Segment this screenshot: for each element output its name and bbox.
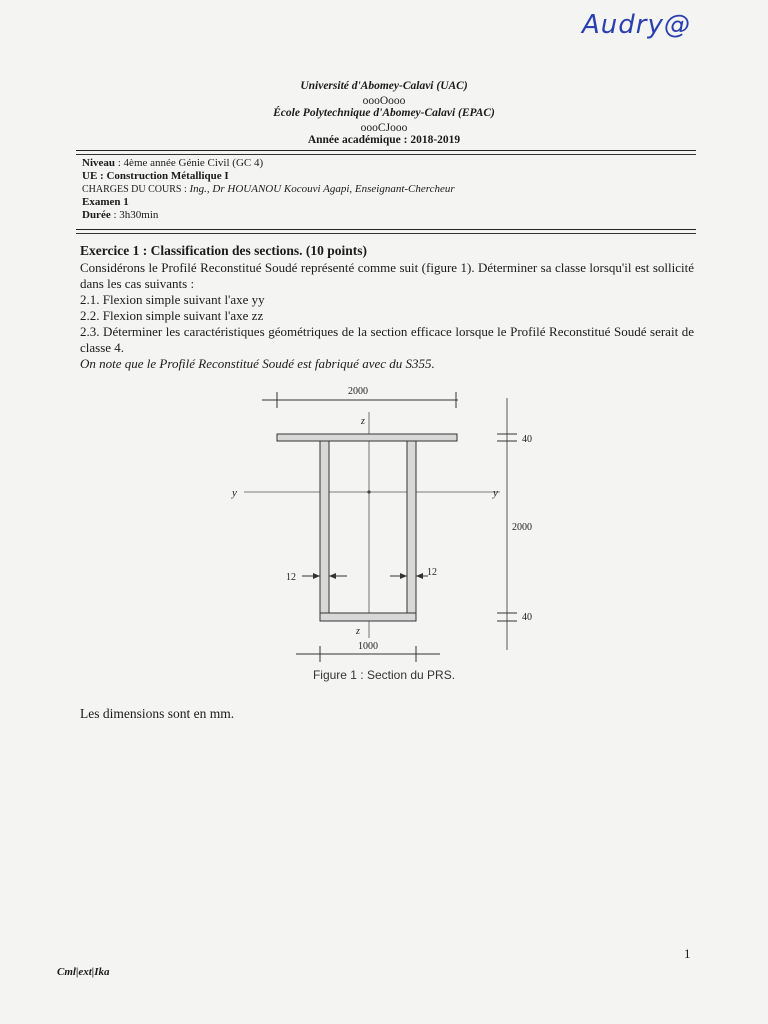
exercise-note: On note que le Profilé Reconstitué Soudé est fabriqué avec du S355. [80,356,435,371]
ornament-1: oooOooo [362,95,406,107]
dim-label-flange-top: 40 [522,434,532,445]
units-note: Les dimensions sont en mm. [80,706,235,721]
dim-web-right-arrowhead-1 [400,573,407,579]
academic-year: Année académique : 2018-2019 [307,134,461,146]
dim-label-web-right: 12 [427,567,437,578]
axis-y-left-label: y [232,487,237,499]
dim-label-flange-bottom: 40 [522,612,532,623]
ue-label: UE : Construction Métallique I [82,170,229,182]
niveau-value: : 4ème année Génie Civil (GC 4) [115,157,264,169]
duree-value: : 3h30min [110,209,159,221]
niveau-label: Niveau [82,157,115,169]
dim-label-web-height: 2000 [512,522,532,533]
dim-web-left-arrowhead-1 [313,573,320,579]
ornament-2: oooCJooo [360,122,408,134]
left-web [320,441,329,613]
university-name: Université d'Abomey-Calavi (UAC) [300,80,468,92]
dim-label-web-left: 12 [286,572,296,583]
axis-y-right-label: y [493,487,498,499]
page-number: 1 [684,946,691,961]
charges-label: CHARGES DU COURS : [82,184,187,195]
exercise-intro: Considérons le Profilé Reconstitué Soudé représenté comme suit (figure 1). Déterminer sa classe lorsqu'il est sollicité dans les cas suivants : [80,260,694,291]
figure-caption: Figure 1 : Section du PRS. [312,668,456,682]
footer-signature: Cml|ext|Ika [57,966,110,978]
dim-label-bottom-width: 1000 [358,641,378,652]
exam-label: Examen 1 [82,196,129,208]
school-name: École Polytechnique d'Abomey-Calavi (EPAC) [273,107,495,119]
handwritten-signature: Audry@ [582,10,691,40]
top-flange [277,434,457,441]
question-3: 2.3. Déterminer les caractéristiques géométriques de la section efficace lorsque le Profilé Reconstitué Soudé serait de classe 4. [80,324,694,355]
axis-z-bottom-label: z [356,626,360,637]
question-2: 2.2. Flexion simple suivant l'axe zz [80,308,264,323]
dim-label-top-width: 2000 [348,386,368,397]
axis-z-top-label: z [361,416,365,427]
dim-web-right-arrowhead-2 [416,573,423,579]
exercise-title: Exercice 1 : Classification des sections. (10 points) [80,243,367,258]
charges-value: Ing., Dr HOUANOU Kocouvi Agapi, Enseignant-Chercheur [186,183,455,195]
bottom-flange [320,613,416,621]
dim-web-left-arrowhead-2 [329,573,336,579]
right-web [407,441,416,613]
duree-label: Durée [82,209,111,221]
centroid-point [367,490,370,493]
question-1: 2.1. Flexion simple suivant l'axe yy [80,292,265,307]
